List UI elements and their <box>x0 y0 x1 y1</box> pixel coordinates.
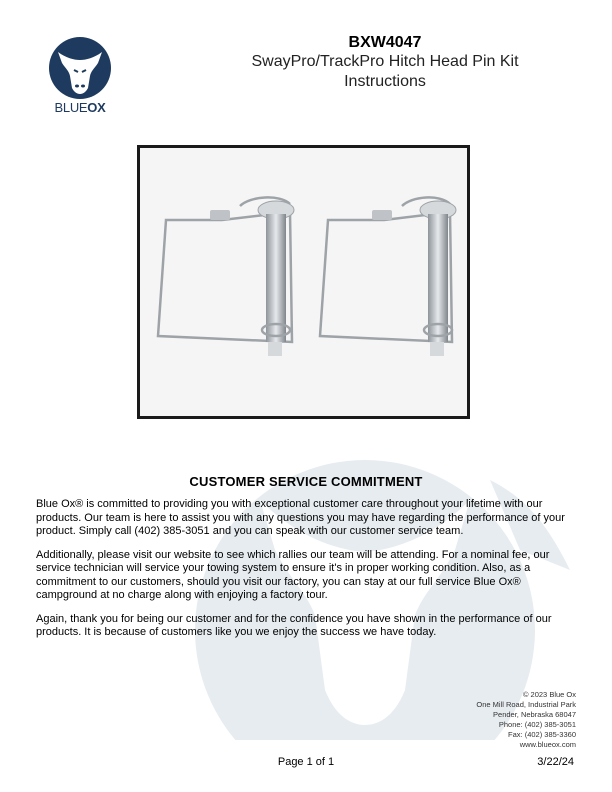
logo-word-blue: BLUE <box>54 100 88 115</box>
document-title-line-2: Instructions <box>344 73 426 90</box>
fax-number: Fax: (402) 385-3360 <box>508 730 576 739</box>
copyright: © 2023 Blue Ox <box>522 690 576 699</box>
brand-logo <box>44 36 116 122</box>
commitment-body <box>36 498 580 650</box>
part-number: BXW4047 <box>348 34 422 51</box>
document-date: 3/22/24 <box>537 756 574 768</box>
hitch-pin-icon <box>140 148 467 416</box>
logo-wordmark <box>44 100 116 115</box>
product-photo <box>137 145 470 419</box>
commitment-paragraph-1: Blue Ox® is committed to providing you with exceptional customer care throughout your lifetime with our products. Our team is here to assist you with any questions you may have regarding the performance of your product. Simply call (402) 385-3051 and you can speak with our customer service team. <box>36 498 565 537</box>
page-number: Page 1 of 1 <box>277 756 335 768</box>
document-header <box>200 34 570 92</box>
section-heading: CUSTOMER SERVICE COMMITMENT <box>189 474 423 489</box>
commitment-paragraph-3: Again, thank you for being our customer and for the confidence you have shown in the performance of our products. It is because of customers like you we enjoy the success we have today. <box>36 612 552 638</box>
address-line-1: One Mill Road, Industrial Park <box>476 700 576 709</box>
website: www.blueox.com <box>519 740 576 749</box>
address-line-2: Pender, Nebraska 68047 <box>493 710 576 719</box>
company-address <box>476 690 576 750</box>
document-title-line-1: SwayPro/TrackPro Hitch Head Pin Kit <box>251 53 519 70</box>
phone-number: Phone: (402) 385-3051 <box>498 720 576 729</box>
commitment-paragraph-2: Additionally, please visit our website to see which rallies our team will be attending. For a nominal fee, our service technician will service your towing system to ensure it's in proper working condition. Also, as a commitment to our customers, should you visit our factory, you can stay at our full service Blue Ox® campground at no charge along with enjoying a factory tour. <box>36 548 550 601</box>
logo-word-ox: OX <box>87 100 106 115</box>
ox-head-icon <box>48 36 112 100</box>
